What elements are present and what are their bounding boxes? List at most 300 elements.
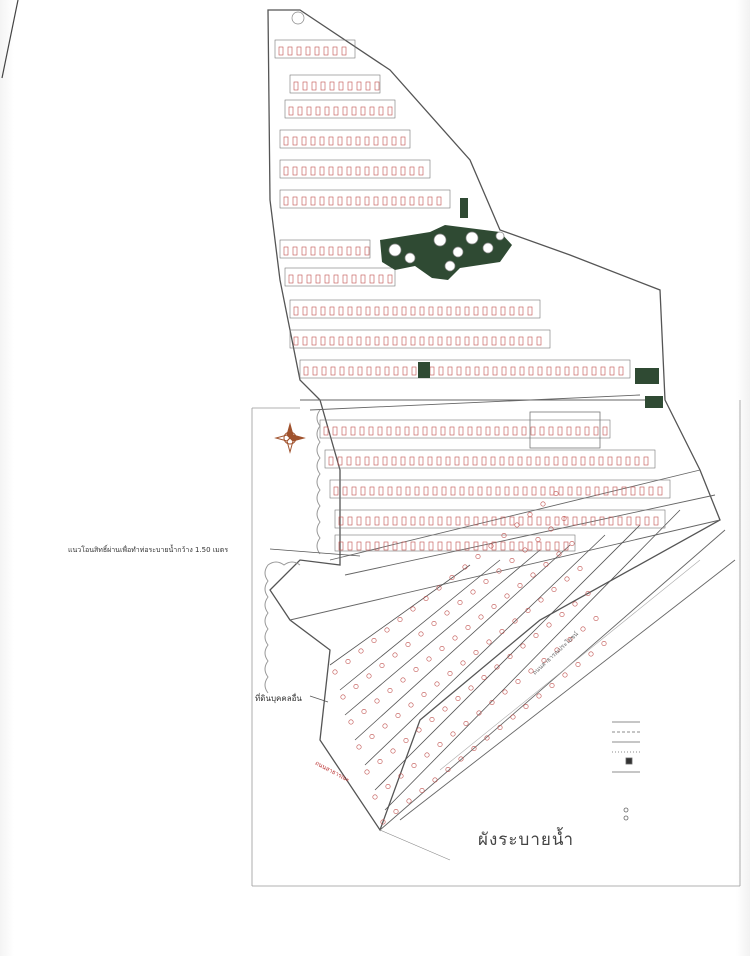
- lot-marker: [393, 517, 397, 525]
- lot-marker: [330, 82, 334, 90]
- sheet-frame: [252, 400, 740, 886]
- lot-marker: [438, 307, 442, 315]
- lot-marker: [453, 636, 457, 640]
- lot-marker: [586, 487, 590, 495]
- lot-marker: [523, 548, 527, 552]
- lot-marker: [610, 367, 614, 375]
- lot-marker: [451, 732, 455, 736]
- lot-marker: [424, 487, 428, 495]
- lot-marker: [366, 517, 370, 525]
- lot-marker: [341, 695, 345, 699]
- lot-marker: [387, 427, 391, 435]
- lot-marker: [511, 367, 515, 375]
- lot-marker: [519, 307, 523, 315]
- lot-marker: [501, 542, 505, 550]
- lot-marker: [378, 759, 382, 763]
- lot-marker: [373, 795, 377, 799]
- lot-marker: [489, 544, 493, 548]
- lot-marker: [428, 457, 432, 465]
- lot-marker: [437, 197, 441, 205]
- lot-marker: [456, 542, 460, 550]
- lot-marker: [411, 607, 415, 611]
- lot-marker: [396, 427, 400, 435]
- lot-marker: [320, 197, 324, 205]
- lot-marker: [541, 487, 545, 495]
- lot-marker: [343, 107, 347, 115]
- lot-marker: [401, 457, 405, 465]
- lot-marker: [581, 457, 585, 465]
- lot-marker: [520, 367, 524, 375]
- lot-marker: [495, 427, 499, 435]
- internal-roads: [290, 395, 735, 830]
- lot-marker: [361, 275, 365, 283]
- lot-marker: [388, 688, 392, 692]
- road-label: ถนนสาธารณประโยชน์: [531, 630, 580, 677]
- lot-marker: [554, 491, 558, 495]
- lot-marker: [352, 487, 356, 495]
- lot-marker: [563, 457, 567, 465]
- lot-marker: [500, 457, 504, 465]
- lot-marker: [311, 197, 315, 205]
- lot-marker: [348, 82, 352, 90]
- lot-marker: [558, 427, 562, 435]
- lot-marker: [447, 337, 451, 345]
- lot-marker: [365, 770, 369, 774]
- lot-marker: [486, 427, 490, 435]
- lot-marker: [601, 367, 605, 375]
- lot-marker: [491, 457, 495, 465]
- lot-marker: [457, 367, 461, 375]
- lot-marker: [351, 427, 355, 435]
- road-edge: [440, 560, 700, 770]
- lot-marker: [402, 307, 406, 315]
- lot-marker: [374, 457, 378, 465]
- lot-marker: [384, 517, 388, 525]
- lot-marker: [293, 247, 297, 255]
- lot-marker: [348, 337, 352, 345]
- lot-marker: [455, 457, 459, 465]
- compass-rose-icon: [276, 424, 304, 452]
- lot-marker: [401, 678, 405, 682]
- lot-marker: [518, 583, 522, 587]
- lot-marker: [448, 367, 452, 375]
- lot-marker: [415, 487, 419, 495]
- lot-marker: [414, 427, 418, 435]
- lot-marker: [448, 671, 452, 675]
- lot-marker: [410, 457, 414, 465]
- lot-marker: [388, 107, 392, 115]
- lot-marker: [392, 167, 396, 175]
- lot-marker: [375, 337, 379, 345]
- lot-marker: [385, 367, 389, 375]
- lot-marker: [396, 713, 400, 717]
- lot-marker: [541, 502, 545, 506]
- lot-marker: [438, 542, 442, 550]
- lot-marker: [456, 517, 460, 525]
- lot-marker: [536, 457, 540, 465]
- lot-marker: [546, 542, 550, 550]
- lot-marker: [492, 517, 496, 525]
- lot-marker: [602, 641, 606, 645]
- lot-marker: [376, 367, 380, 375]
- lot-marker: [383, 197, 387, 205]
- lot-marker: [356, 167, 360, 175]
- lot-marker: [357, 517, 361, 525]
- lot-marker: [590, 457, 594, 465]
- lot-marker: [519, 542, 523, 550]
- lot-marker: [343, 487, 347, 495]
- lot-marker: [394, 367, 398, 375]
- lot-marker: [329, 137, 333, 145]
- lot-marker: [636, 517, 640, 525]
- lot-marker: [439, 367, 443, 375]
- lot-marker: [392, 137, 396, 145]
- lot-marker: [357, 542, 361, 550]
- lot-marker: [518, 457, 522, 465]
- lot-marker: [537, 542, 541, 550]
- lot-marker: [537, 517, 541, 525]
- lot-marker: [432, 621, 436, 625]
- lot-marker: [379, 107, 383, 115]
- lot-marker: [393, 542, 397, 550]
- lot-marker: [333, 47, 337, 55]
- drain-line: [380, 830, 450, 860]
- lot-marker: [492, 604, 496, 608]
- lot-marker: [403, 367, 407, 375]
- lot-marker: [572, 457, 576, 465]
- lot-marker: [645, 517, 649, 525]
- lot-marker: [320, 247, 324, 255]
- lot-marker: [559, 487, 563, 495]
- lot-marker: [312, 307, 316, 315]
- lot-marker: [599, 457, 603, 465]
- lot-marker: [511, 715, 515, 719]
- lot-marker: [330, 337, 334, 345]
- lot-marker: [640, 487, 644, 495]
- lot-marker: [589, 652, 593, 656]
- lot-marker: [608, 457, 612, 465]
- lot-marker: [492, 307, 496, 315]
- lot-marker: [549, 427, 553, 435]
- lot-marker: [329, 247, 333, 255]
- north-lot-blocks: [275, 40, 670, 551]
- scan-edge: [2, 0, 18, 78]
- lot-marker: [370, 275, 374, 283]
- public-land-label: ที่ดินบุคคลอื่น: [255, 694, 302, 703]
- lot-marker: [311, 137, 315, 145]
- lot-marker: [316, 275, 320, 283]
- lot-marker: [356, 137, 360, 145]
- lot-marker: [531, 427, 535, 435]
- lot-marker: [346, 659, 350, 663]
- plot-markers: [279, 47, 662, 824]
- lot-marker: [321, 337, 325, 345]
- lot-marker: [522, 427, 526, 435]
- lot-marker: [393, 307, 397, 315]
- lot-marker: [510, 337, 514, 345]
- lot-marker: [311, 247, 315, 255]
- lot-marker: [284, 247, 288, 255]
- lot-marker: [347, 137, 351, 145]
- lot-marker: [384, 337, 388, 345]
- lot-marker: [474, 337, 478, 345]
- lot-marker: [307, 275, 311, 283]
- lot-marker: [618, 517, 622, 525]
- lot-marker: [469, 686, 473, 690]
- lot-marker: [464, 457, 468, 465]
- lot-marker: [375, 517, 379, 525]
- lot-marker: [515, 523, 519, 527]
- lot-marker: [302, 197, 306, 205]
- lot-marker: [585, 427, 589, 435]
- lot-marker: [423, 427, 427, 435]
- lot-marker: [555, 542, 559, 550]
- lot-marker: [509, 457, 513, 465]
- lot-marker: [555, 517, 559, 525]
- lot-marker: [419, 167, 423, 175]
- lot-marker: [573, 517, 577, 525]
- lot-marker: [447, 542, 451, 550]
- lot-marker: [574, 367, 578, 375]
- lot-marker: [366, 337, 370, 345]
- lot-marker: [435, 682, 439, 686]
- lot-marker: [321, 82, 325, 90]
- lot-marker: [293, 137, 297, 145]
- lot-marker: [469, 487, 473, 495]
- lot-marker: [626, 457, 630, 465]
- lot-marker: [505, 487, 509, 495]
- lot-marker: [429, 517, 433, 525]
- lot-marker: [312, 337, 316, 345]
- south-lot-strips: [330, 510, 680, 810]
- lot-marker: [401, 137, 405, 145]
- lot-marker: [516, 679, 520, 683]
- lot-marker: [383, 457, 387, 465]
- lot-marker: [411, 337, 415, 345]
- lot-marker: [404, 738, 408, 742]
- lot-marker: [425, 753, 429, 757]
- lot-marker: [379, 275, 383, 283]
- lot-marker: [384, 307, 388, 315]
- lot-marker: [343, 275, 347, 283]
- lot-marker: [410, 167, 414, 175]
- lot-marker: [433, 487, 437, 495]
- left-road-label: ถนนสาธารณะ: [313, 759, 351, 784]
- lot-marker: [528, 517, 532, 525]
- lot-marker: [483, 542, 487, 550]
- lot-marker: [324, 47, 328, 55]
- lot-marker: [487, 640, 491, 644]
- lot-marker: [406, 642, 410, 646]
- lot-marker: [339, 307, 343, 315]
- lot-marker: [401, 167, 405, 175]
- lot-marker: [466, 625, 470, 629]
- lot-marker: [419, 197, 423, 205]
- lot-marker: [482, 675, 486, 679]
- lot-marker: [407, 799, 411, 803]
- lot-marker: [334, 275, 338, 283]
- lot-marker: [338, 167, 342, 175]
- lot-marker: [289, 107, 293, 115]
- lot-marker: [581, 627, 585, 631]
- lot-marker: [430, 367, 434, 375]
- lot-marker: [458, 600, 462, 604]
- lot-marker: [338, 137, 342, 145]
- lot-marker: [528, 307, 532, 315]
- lot-marker: [340, 367, 344, 375]
- lot-marker: [501, 307, 505, 315]
- lot-marker: [302, 247, 306, 255]
- lot-marker: [303, 82, 307, 90]
- lot-marker: [560, 612, 564, 616]
- lot-marker: [432, 427, 436, 435]
- lot-marker: [456, 307, 460, 315]
- lot-marker: [635, 457, 639, 465]
- lot-marker: [430, 717, 434, 721]
- lot-marker: [325, 107, 329, 115]
- lot-marker: [567, 427, 571, 435]
- lot-marker: [411, 307, 415, 315]
- lot-marker: [349, 720, 353, 724]
- lot-marker: [539, 598, 543, 602]
- lot-marker: [594, 616, 598, 620]
- lot-marker: [475, 367, 479, 375]
- lot-marker: [540, 427, 544, 435]
- lot-marker: [658, 487, 662, 495]
- lot-marker: [366, 307, 370, 315]
- lot-marker: [627, 517, 631, 525]
- lot-marker: [464, 721, 468, 725]
- lot-marker: [576, 662, 580, 666]
- lot-marker: [420, 542, 424, 550]
- lot-marker: [316, 107, 320, 115]
- lot-marker: [360, 427, 364, 435]
- lot-marker: [333, 427, 337, 435]
- lot-marker: [357, 745, 361, 749]
- lot-marker: [357, 337, 361, 345]
- lot-marker: [600, 517, 604, 525]
- lot-marker: [573, 602, 577, 606]
- lot-marker: [386, 784, 390, 788]
- lot-marker: [459, 427, 463, 435]
- lot-marker: [422, 692, 426, 696]
- lot-marker: [410, 197, 414, 205]
- lot-marker: [537, 337, 541, 345]
- lot-marker: [321, 307, 325, 315]
- lot-marker: [411, 542, 415, 550]
- lot-marker: [402, 337, 406, 345]
- lot-marker: [505, 594, 509, 598]
- lot-marker: [383, 167, 387, 175]
- lot-marker: [583, 367, 587, 375]
- lot-marker: [288, 47, 292, 55]
- lot-marker: [311, 167, 315, 175]
- lot-marker: [451, 487, 455, 495]
- lot-marker: [460, 487, 464, 495]
- lot-marker: [284, 167, 288, 175]
- lot-marker: [397, 487, 401, 495]
- lot-marker: [474, 307, 478, 315]
- lot-marker: [329, 167, 333, 175]
- lot-marker: [465, 307, 469, 315]
- lot-marker: [348, 307, 352, 315]
- green-spaces: [380, 198, 663, 408]
- lot-marker: [357, 82, 361, 90]
- lot-marker: [393, 653, 397, 657]
- lot-marker: [546, 517, 550, 525]
- lot-marker: [330, 307, 334, 315]
- lot-marker: [565, 577, 569, 581]
- lot-marker: [356, 457, 360, 465]
- lot-marker: [362, 709, 366, 713]
- easement-pointer: [270, 549, 360, 556]
- lot-marker: [354, 684, 358, 688]
- lot-marker: [538, 367, 542, 375]
- lot-marker: [519, 337, 523, 345]
- lot-marker: [420, 517, 424, 525]
- lot-marker: [450, 427, 454, 435]
- lot-marker: [302, 137, 306, 145]
- lot-marker: [338, 197, 342, 205]
- lot-marker: [370, 734, 374, 738]
- lot-marker: [347, 197, 351, 205]
- lot-marker: [576, 427, 580, 435]
- lot-marker: [528, 542, 532, 550]
- lot-marker: [521, 644, 525, 648]
- lot-marker: [339, 337, 343, 345]
- lot-marker: [617, 457, 621, 465]
- lot-marker: [547, 367, 551, 375]
- lot-marker: [302, 167, 306, 175]
- lot-marker: [419, 632, 423, 636]
- lot-marker: [492, 337, 496, 345]
- lot-marker: [501, 337, 505, 345]
- lot-marker: [429, 337, 433, 345]
- lot-marker: [487, 487, 491, 495]
- lot-marker: [374, 167, 378, 175]
- lot-marker: [565, 367, 569, 375]
- lot-marker: [447, 307, 451, 315]
- lot-marker: [544, 562, 548, 566]
- lot-marker: [365, 457, 369, 465]
- lot-marker: [297, 47, 301, 55]
- lot-marker: [424, 596, 428, 600]
- lot-marker: [357, 307, 361, 315]
- lot-marker: [570, 541, 574, 545]
- lot-marker: [649, 487, 653, 495]
- lot-marker: [550, 683, 554, 687]
- lot-marker: [412, 367, 416, 375]
- lot-marker: [468, 427, 472, 435]
- lot-marker: [356, 247, 360, 255]
- lot-marker: [356, 197, 360, 205]
- lot-marker: [359, 649, 363, 653]
- lot-marker: [531, 573, 535, 577]
- lot-marker: [342, 47, 346, 55]
- lot-marker: [298, 107, 302, 115]
- lot-marker: [294, 337, 298, 345]
- lot-marker: [338, 247, 342, 255]
- lot-marker: [456, 696, 460, 700]
- lot-marker: [437, 457, 441, 465]
- lot-marker: [375, 307, 379, 315]
- lot-marker: [303, 337, 307, 345]
- lot-marker: [445, 611, 449, 615]
- lot-marker: [392, 457, 396, 465]
- lot-marker: [284, 197, 288, 205]
- lot-marker: [420, 337, 424, 345]
- lot-marker: [365, 167, 369, 175]
